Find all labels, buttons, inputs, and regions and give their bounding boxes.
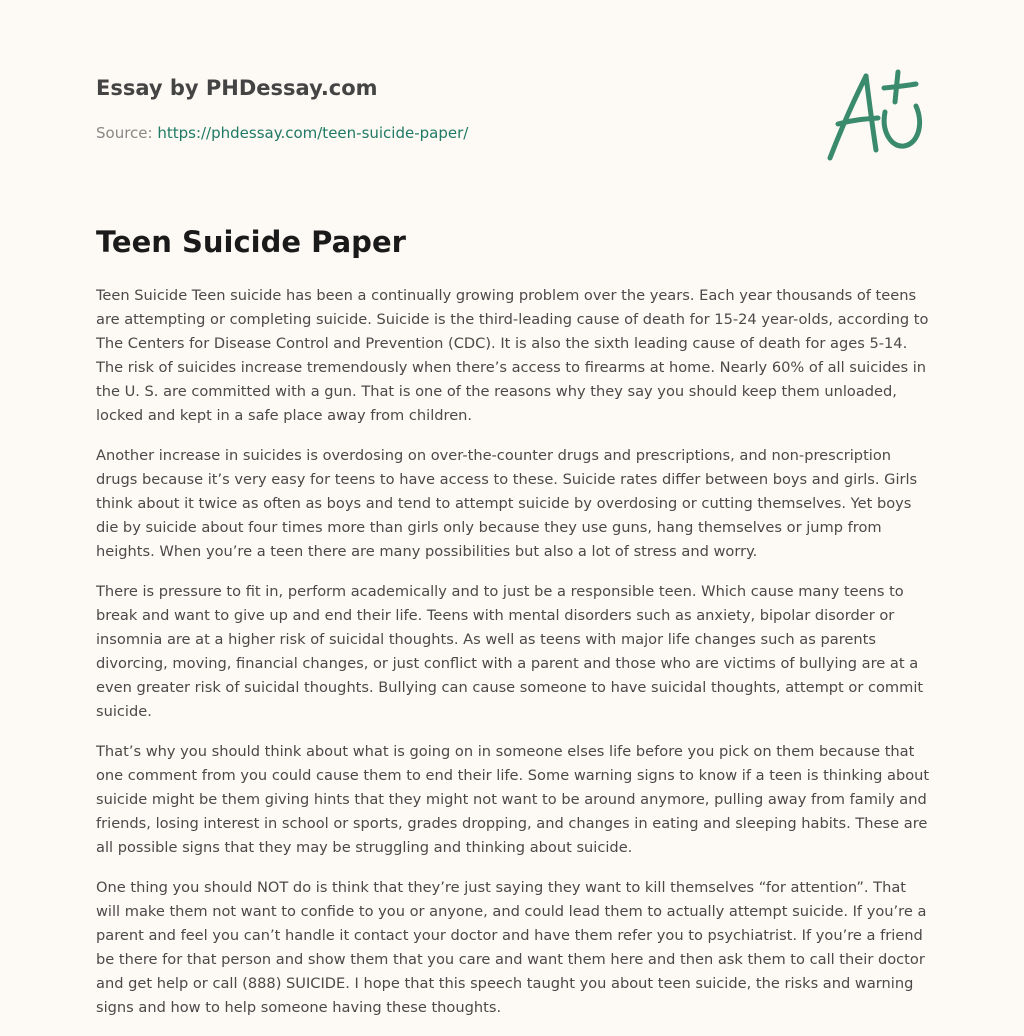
essay-paragraph: One thing you should NOT do is think that they’re just saying they want to kill themselves “for attention”. That will make them not want to confide to you or anyone, and could lead them to actually attempt suicide. If you’re a parent and feel you can’t handle it contact your doctor and have them refer you to psychiatrist. If you’re a friend be there for that person and show them that you care and want them here and then ask them to call their doctor and get help or call (888) SUICIDE. I hope that this speech taught you about teen suicide, the risks and warning signs and how to help someone having these thoughts. <box>96 879 927 1016</box>
essay-paragraph: Another increase in suicides is overdosing on over-the-counter drugs and prescriptions, and non-prescription drugs because it’s very easy for teens to have access to these. Suicide rates differ between boys and girls. Girls think about it twice as often as boys and tend to attempt suicide by overdosing or cutting themselves. Yet boys die by suicide about four times more than girls only because they use guns, hang themselves or jump from heights. When you’re a teen there are many possibilities but also a lot of stress and worry. <box>96 447 918 560</box>
a-plus-logo-icon <box>826 66 926 166</box>
source-link[interactable]: https://phdessay.com/teen-suicide-paper/ <box>157 124 469 142</box>
essay-paragraph: There is pressure to fit in, perform academically and to just be a responsible teen. Which cause many teens to break and want to give up and end their life. Teens with mental disorders such as anxiety, bipolar disorder or insomnia are at a higher risk of suicidal thoughts. As well as teens with major life changes such as parents divorcing, moving, financial changes, or just conflict with a parent and those who are victims of bullying are at a even greater risk of suicidal thoughts. Bullying can cause someone to have suicidal thoughts, attempt or commit suicide. <box>96 583 924 720</box>
essay-body <box>96 284 932 1036</box>
source-label: Source: <box>96 124 158 142</box>
essay-paragraph: Teen Suicide Teen suicide has been a continually growing problem over the years. Each year thousands of teens are attempting or completing suicide. Suicide is the third-leading cause of death for 15-24 year-olds, according to The Centers for Disease Control and Prevention (CDC). It is also the sixth leading cause of death for ages 5-14. The risk of suicides increase tremendously when there’s access to firearms at home. Nearly 60% of all suicides in the U. S. are committed with a gun. That is one of the reasons why they say you should keep them unloaded, locked and kept in a safe place away from children. <box>96 287 929 424</box>
essay-title: Teen Suicide Paper <box>96 225 406 259</box>
source-line <box>96 124 468 142</box>
site-title: Essay by PHDessay.com <box>96 76 378 100</box>
essay-paragraph: That’s why you should think about what is going on in someone elses life before you pick on them because that one comment from you could cause them to end their life. Some warning signs to know if a teen is thinking about suicide might be them giving hints that they might not want to be around anymore, pulling away from family and friends, losing interest in school or sports, grades dropping, and changes in eating and sleeping habits. These are all possible signs that they may be struggling and thinking about suicide. <box>96 743 930 856</box>
